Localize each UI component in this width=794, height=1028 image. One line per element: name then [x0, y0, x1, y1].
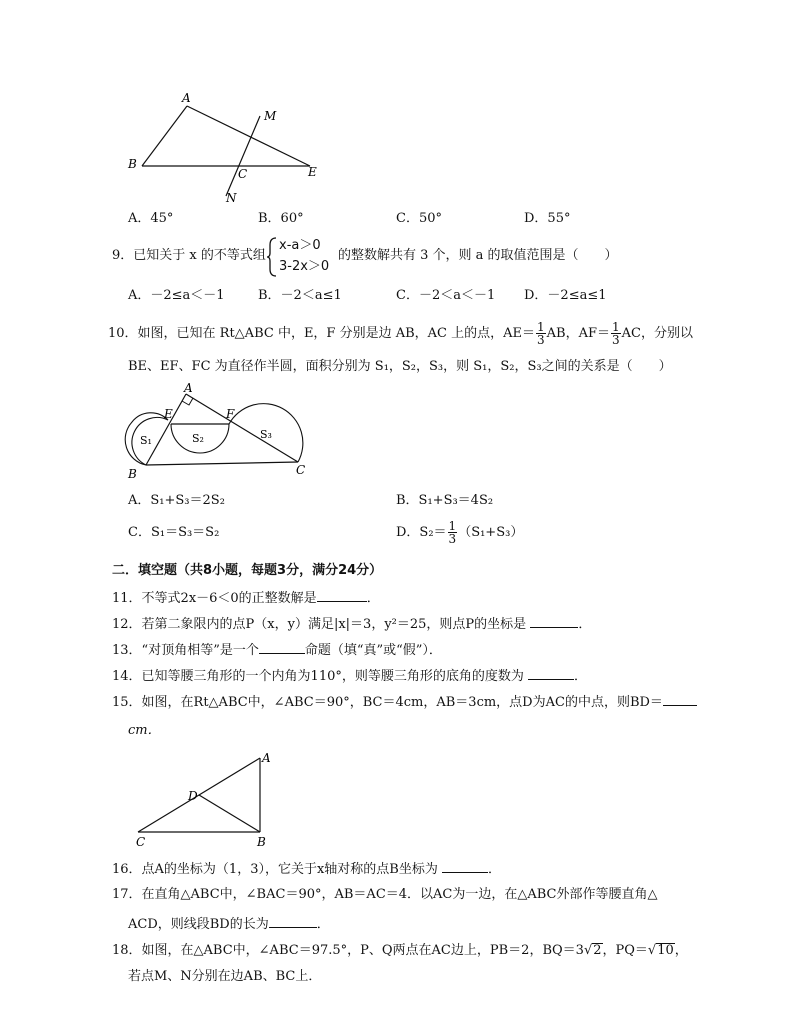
q10-fraction-2	[611, 321, 621, 346]
q18-sqrt-1: 2	[593, 943, 602, 958]
segment-bc	[146, 462, 298, 465]
q10-option-d	[396, 518, 523, 548]
frac-den: 3	[612, 333, 620, 347]
q10-line-1	[108, 319, 693, 349]
q11-text: 11．不等式2x－6＜0的正整数解是	[112, 591, 317, 606]
q14-text: 14．已知等腰三角形的一个内角为110°，则等腰三角形的底角的度数为	[112, 669, 524, 684]
figure-q15	[130, 748, 280, 848]
segment-ab	[142, 106, 187, 166]
q10-option-a: A．S₁+S₃＝2S₂	[128, 493, 225, 508]
q11	[112, 589, 380, 608]
q17-line-2	[128, 915, 330, 934]
q9-option-c: C．－2＜a＜－1	[396, 288, 496, 303]
label-c: C	[136, 835, 146, 848]
label-c: C	[296, 463, 306, 477]
frac-den: 3	[537, 333, 545, 347]
frac-num: 1	[612, 320, 620, 334]
segment-db	[199, 795, 260, 832]
q13	[112, 641, 442, 660]
q12	[112, 615, 591, 634]
frac-den: 3	[448, 532, 457, 546]
frac-num: 1	[537, 320, 545, 334]
label-s2: S₂	[192, 432, 204, 445]
q13-text: 13．“对顶角相等”是一个	[112, 643, 259, 658]
q17-line-1: 17．在直角△ABC中，∠BAC＝90°，AB＝AC＝4．以AC为一边，在△ABC外部作等腰直角△	[112, 887, 658, 902]
q17-answer-blank[interactable]	[269, 915, 317, 928]
q10-text-b: AB，AF＝	[546, 326, 611, 341]
q14-answer-blank[interactable]	[528, 667, 574, 680]
q8-option-b: B．60°	[258, 211, 304, 226]
q18-text-c: ，	[674, 943, 688, 958]
q10-option-c: C．S₁＝S₃＝S₂	[128, 525, 220, 540]
q16-answer-blank[interactable]	[442, 860, 488, 873]
q16-text: 16．点A的坐标为（1，3），它关于x轴对称的点B坐标为	[112, 862, 438, 877]
label-a: A	[184, 382, 193, 395]
label-a: A	[182, 91, 191, 105]
q10-fraction-1	[536, 321, 546, 346]
label-c: C	[238, 167, 248, 181]
label-n: N	[226, 191, 237, 205]
q18-text-a: 18．如图，在△ABC中，∠ABC＝97.5°，P、Q两点在AC边上，PB＝2，BQ＝3	[112, 943, 584, 958]
q14-end: ．	[574, 669, 588, 684]
q15-line-1	[112, 693, 697, 712]
q13-end: 命题（填“真”或“假”）．	[304, 643, 442, 658]
segment-ac	[186, 394, 298, 462]
q9-inequality-2: 3-2x＞0	[279, 259, 330, 274]
q8-option-d: D．55°	[524, 211, 571, 226]
label-f: F	[226, 407, 235, 421]
q9-option-b: B．－2＜a≤1	[258, 288, 342, 303]
segment-ab	[146, 394, 186, 465]
q18-line-2: 若点M、N分别在边AB、BC上．	[128, 969, 322, 984]
frac-num: 1	[448, 519, 457, 533]
q9-inequality-1: x-a＞0	[279, 238, 321, 253]
q12-text: 12．若第二象限内的点P（x，y）满足|x|＝3，y²＝25，则点P的坐标是	[112, 617, 527, 632]
brace-icon	[266, 237, 278, 277]
q11-end: ．	[366, 591, 380, 606]
label-b: B	[128, 157, 137, 171]
q18-sqrt-2: 10	[657, 943, 674, 958]
q17-text: ACD，则线段BD的长为	[128, 917, 269, 932]
q15-text: 15．如图，在Rt△ABC中，∠ABC＝90°，BC＝4cm，AB＝3cm，点D为AC的中点，则BD＝	[112, 695, 663, 710]
section-2-title: 二．填空题（共8小题，每题3分，满分24分）	[112, 563, 383, 578]
label-e: E	[308, 165, 317, 179]
q16	[112, 860, 501, 879]
q10-line-2: BE、EF、FC 为直径作半圆，面积分别为 S₁，S₂，S₃，则 S₁，S₂，S₃之间的关系是（ ）	[128, 359, 672, 374]
figure-q8	[120, 88, 340, 206]
q10-option-b: B．S₁+S₃＝4S₂	[396, 493, 494, 508]
label-b: B	[257, 835, 266, 848]
q13-answer-blank[interactable]	[259, 641, 305, 654]
q10-option-d-text: D．S₂＝	[396, 525, 447, 540]
q18-line-1	[112, 940, 688, 962]
label-m: M	[264, 109, 277, 123]
q12-answer-blank[interactable]	[530, 615, 578, 628]
q10-text-a: 10．如图，已知在 Rt△ABC 中，E，F 分别是边 AB，AC 上的点，AE＝	[108, 326, 536, 341]
label-a: A	[262, 751, 271, 765]
sqrt-icon: √	[583, 943, 593, 958]
q18-text-b: ，PQ＝	[602, 943, 648, 958]
segment-ae	[187, 106, 310, 166]
q10-option-d-fraction	[448, 520, 458, 545]
label-s1: S₁	[140, 434, 152, 447]
q14	[112, 667, 587, 686]
q9-prefix: 9．已知关于 x 的不等式组	[112, 248, 266, 263]
label-b: B	[128, 467, 137, 481]
q10-text-c: AC，分别以	[621, 326, 693, 341]
q17-end: ．	[316, 917, 330, 932]
q10-option-d-tail: （S₁+S₃）	[458, 525, 524, 540]
q9-suffix: 的整数解共有 3 个，则 a 的取值范围是（ ）	[338, 248, 618, 263]
label-s3: S₃	[260, 428, 272, 441]
q9-option-a: A．－2≤a＜－1	[128, 288, 225, 303]
q12-end: ．	[578, 617, 592, 632]
q9-option-d: D．－2≤a≤1	[524, 288, 607, 303]
figure-q10	[118, 382, 318, 482]
sqrt-icon: √	[647, 943, 657, 958]
label-e: E	[164, 407, 173, 421]
q8-option-c: C．50°	[396, 211, 442, 226]
label-d: D	[188, 789, 198, 803]
q16-end: ．	[488, 862, 502, 877]
q11-answer-blank[interactable]	[317, 589, 367, 602]
q8-option-a: A．45°	[128, 211, 174, 226]
q15-answer-blank[interactable]	[663, 693, 697, 706]
q15-line-2: cm．	[128, 723, 161, 738]
